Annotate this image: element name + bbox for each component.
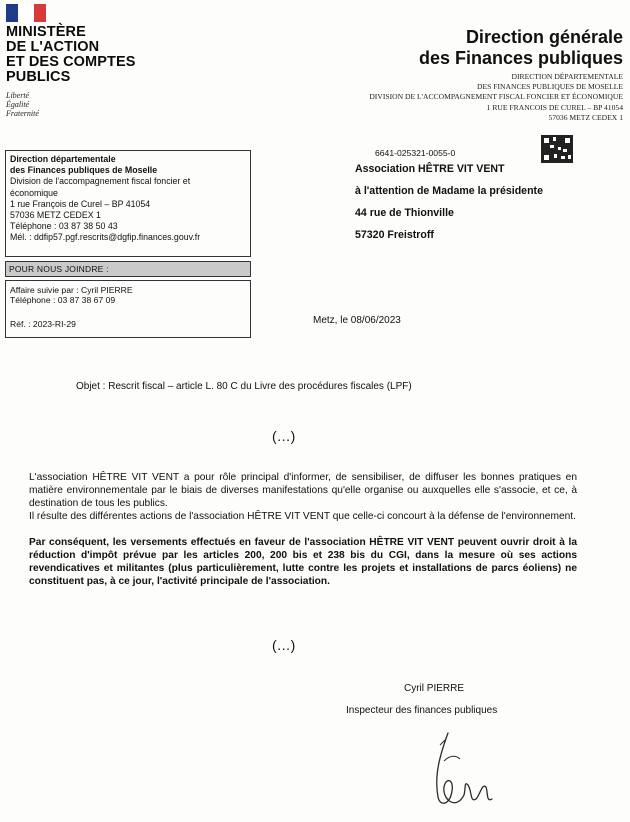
signatory-name: Cyril PIERRE	[404, 683, 465, 694]
dgfip-address: DIRECTION DÉPARTEMENTALE DES FINANCES PUBLIQUES DE MOSELLE DIVISION DE L'ACCOMPAGNEMENT FISCAL FONCIER ET ÉCONOMIQUE 1 RUE FRANCOIS DE CUREL – BP 41054 57036 METZ CEDEX 1	[369, 72, 623, 122]
ministry-logo	[6, 4, 156, 118]
omission-marker: (…)	[272, 428, 296, 444]
marianne-logo-icon	[6, 4, 46, 22]
republic-motto: Liberté Égalité Fraternité	[6, 91, 39, 118]
body-paragraph: Il résulte des différentes actions de l'association HÊTRE VIT VENT que celle-ci concourt à la défense de l'environnement.	[29, 511, 576, 522]
join-us-label: POUR NOUS JOINDRE :	[5, 261, 251, 277]
recipient-address: 6641-025321-0055-0 Association HÊTRE VIT VENT à l'attention de Madame la présidente 44 rue de Thionville 57320 Freistroff	[355, 148, 543, 246]
signature-block	[346, 683, 546, 716]
letter-body	[29, 471, 577, 588]
body-paragraph: L'association HÊTRE VIT VENT a pour rôle principal d'informer, de sensibiliser, de diffuser les bonnes pratiques en matière environnementale par le biais de diverses manifestations qu'elle organise ou auxquelles elle s'associe, et ce, à destination de tous les publics.	[29, 472, 577, 509]
letter-subject: Objet : Rescrit fiscal – article L. 80 C du Livre des procédures fiscales (LPF)	[76, 381, 412, 392]
recipient-name: Association HÊTRE VIT VENT	[355, 163, 505, 175]
body-conclusion: Par conséquent, les versements effectués en faveur de l'association HÊTRE VIT VENT peuvent ouvrir droit à la réduction d'impôt prévue par les articles 200, 200 bis et 238 bis du CGI, dans la mesure où ses actions revendicatives et militantes (plus particulièrement, lutte contre les projets et installations de parcs éoliens) ne constituent pas, à ce jour, l'activité principale de l'association.	[29, 537, 577, 587]
dgfip-header	[369, 27, 623, 123]
case-handler-box: Affaire suivie par : Cyril PIERRE Téléphone : 03 87 38 67 09 Réf. : 2023-RI-29	[5, 280, 251, 338]
ministry-name: MINISTÈRE DE L'ACTION ET DES COMPTES PUBLICS	[6, 24, 136, 85]
letter-date: Metz, le 08/06/2023	[313, 315, 401, 326]
sender-contact-box: Direction départementale des Finances publiques de Moselle Division de l'accompagnement fiscal foncier et économique 1 rue François de Curel – BP 41054 57036 METZ CEDEX 1 Téléphone : 03 87 38 50 43 Mél. : ddfip57.pgf.rescrits@dgfip.finances.gouv.fr	[5, 150, 251, 257]
omission-marker: (…)	[272, 637, 296, 653]
signatory-role: Inspecteur des finances publiques	[346, 705, 498, 716]
reference-number: Réf. : 2023-RI-29	[10, 318, 76, 329]
handwritten-signature-icon	[420, 725, 500, 815]
dgfip-title: Direction générale des Finances publiques	[418, 27, 623, 68]
sender-email: Mél. : ddfip57.pgf.rescrits@dgfip.finances.gouv.fr	[10, 232, 201, 243]
document-code: 6641-025321-0055-0	[375, 148, 456, 158]
qr-code-icon	[541, 135, 573, 163]
